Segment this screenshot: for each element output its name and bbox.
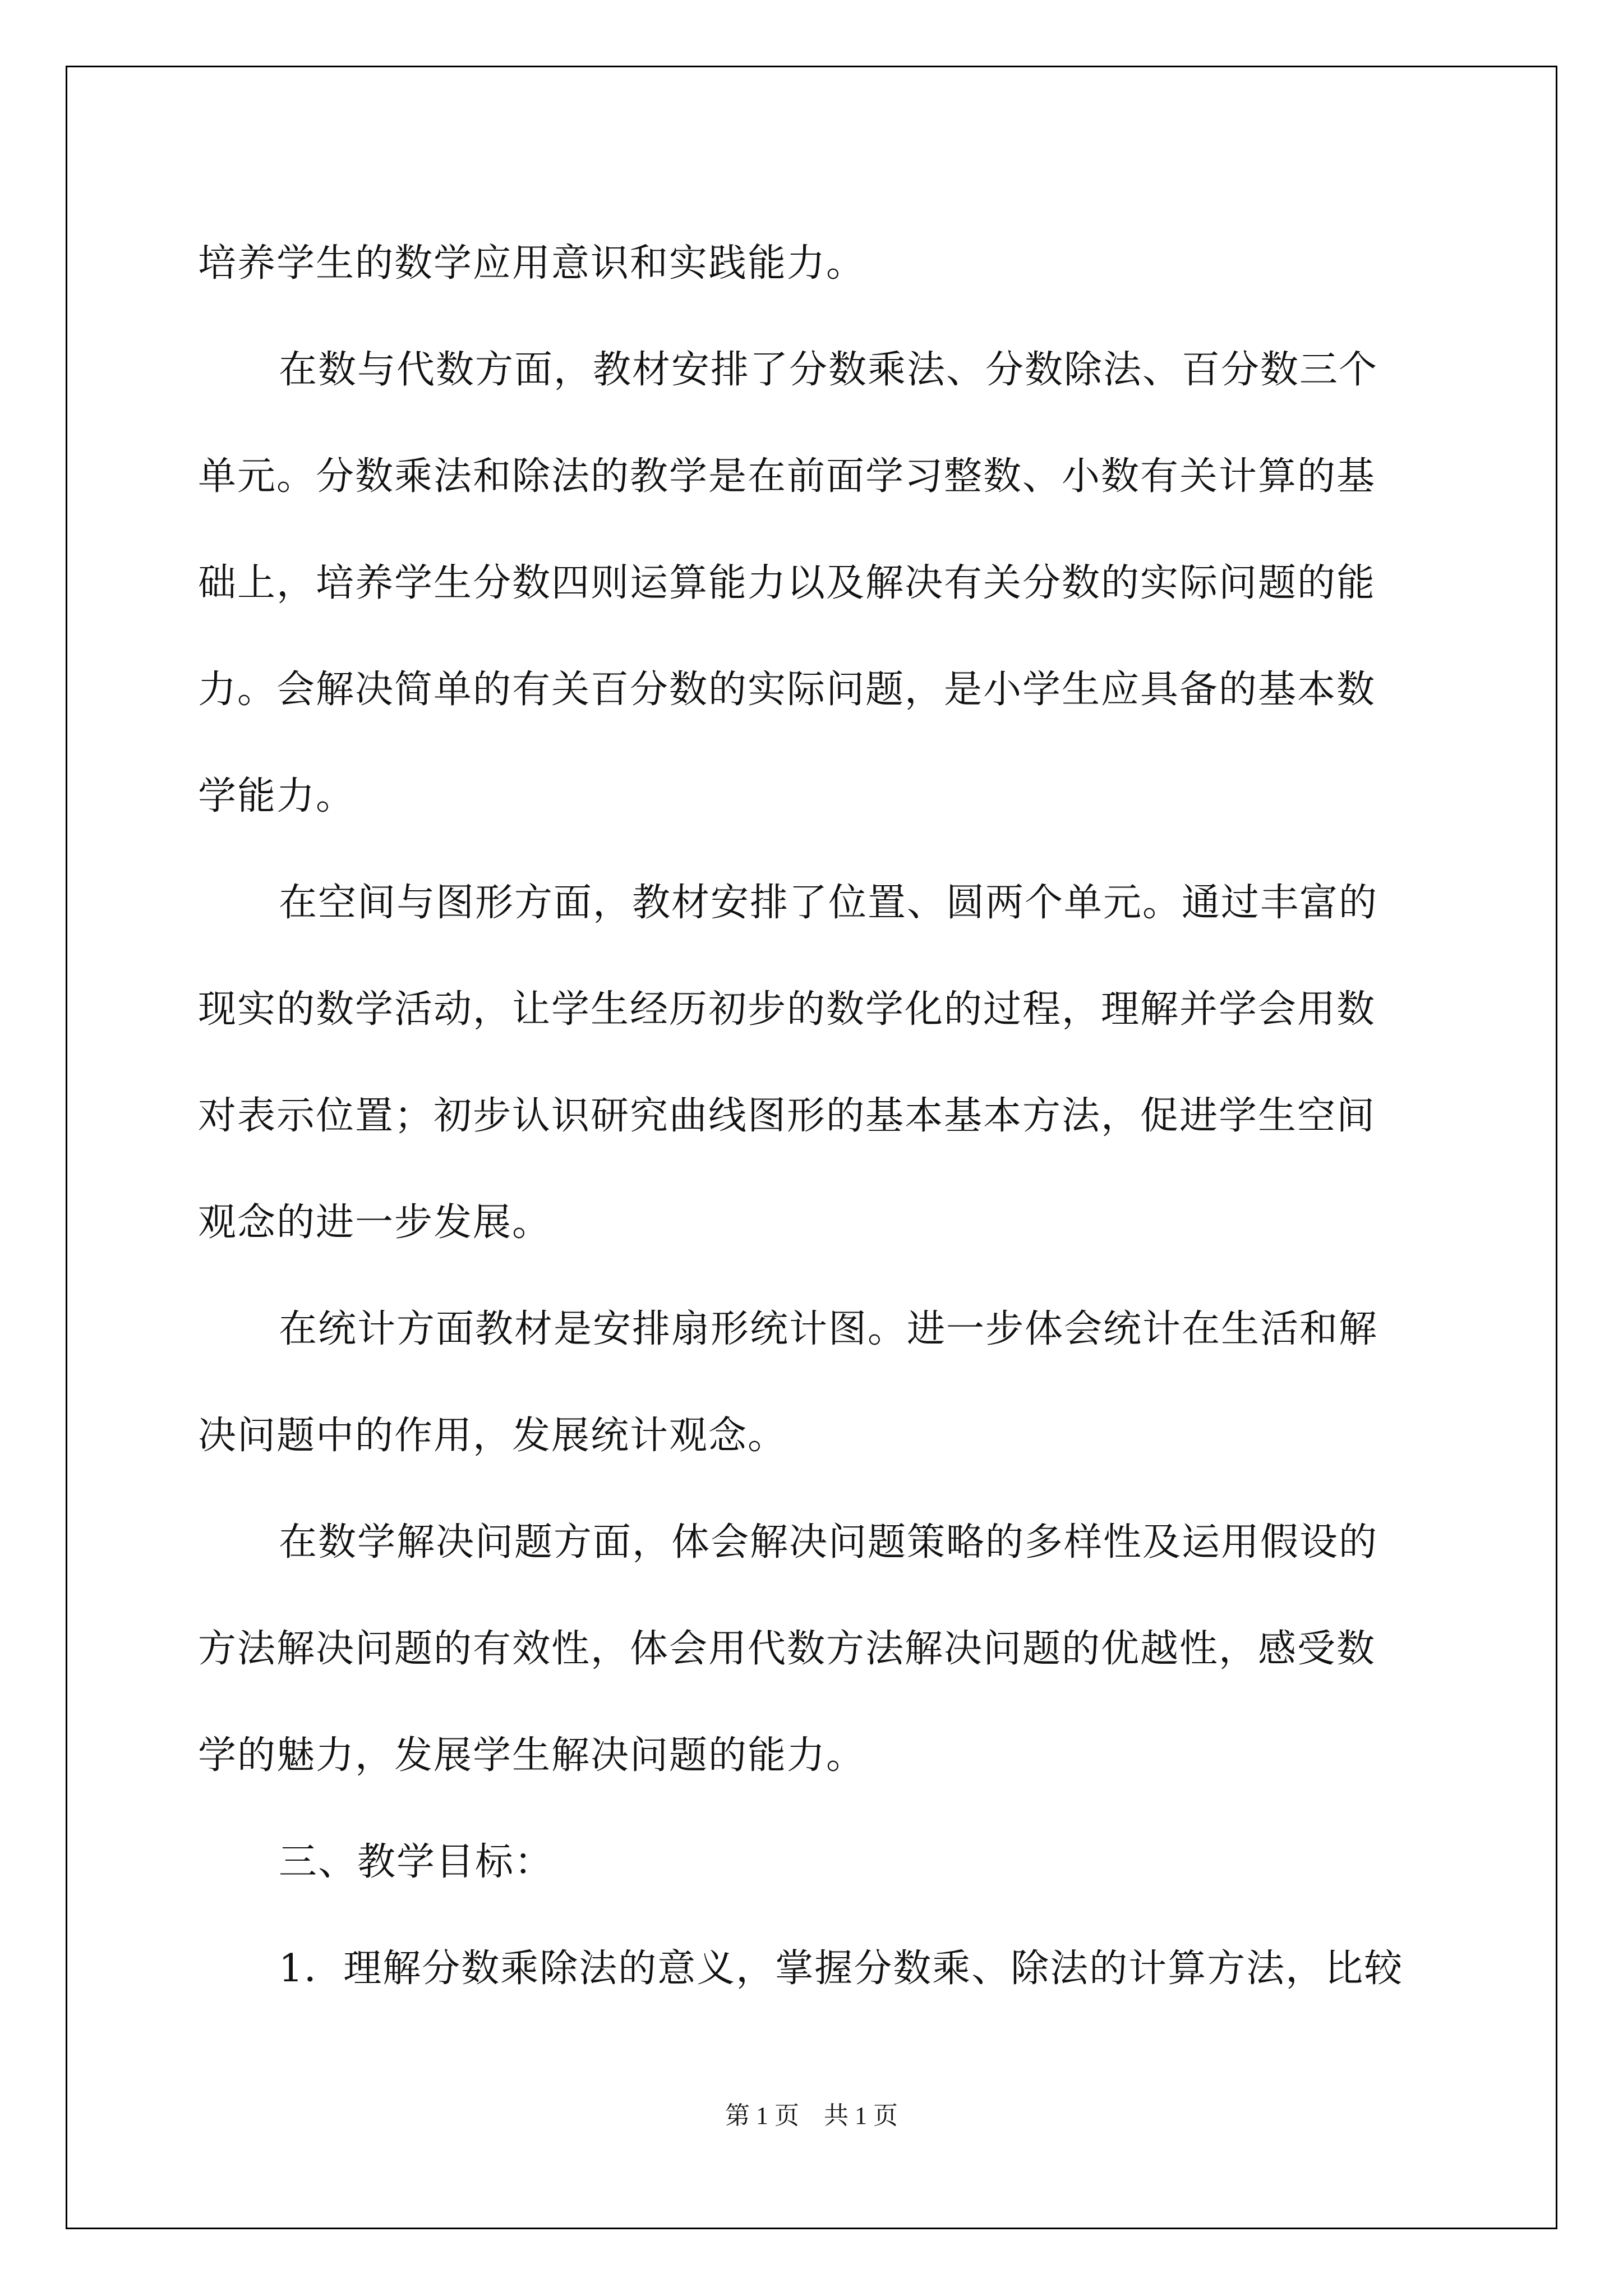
text-line: 观念的进一步发展。	[198, 1200, 552, 1245]
text-line: 方法解决问题的有效性，体会用代数方法解决问题的优越性，感受数	[198, 1627, 1376, 1671]
text-line: 对表示位置；初步认识研究曲线图形的基本基本方法，促进学生空间	[198, 1094, 1376, 1138]
text-line: 1．理解分数乘除法的意义，掌握分数乘、除法的计算方法，比较	[279, 1947, 1404, 1991]
text-line: 在数与代数方面，教材安排了分数乘法、分数除法、百分数三个	[279, 348, 1378, 392]
text-line: 三、教学目标：	[279, 1840, 554, 1884]
text-line: 在数学解决问题方面，体会解决问题策略的多样性及运用假设的	[279, 1520, 1378, 1565]
page-footer: 第 1 页 共 1 页	[725, 2102, 898, 2129]
text-line: 础上，培养学生分数四则运算能力以及解决有关分数的实际问题的能	[198, 561, 1376, 605]
text-line: 单元。分数乘法和除法的教学是在前面学习整数、小数有关计算的基	[198, 454, 1376, 499]
text-line: 学能力。	[198, 774, 356, 818]
text-line: 在空间与图形方面，教材安排了位置、圆两个单元。通过丰富的	[279, 881, 1378, 925]
text-line: 在统计方面教材是安排扇形统计图。进一步体会统计在生活和解	[279, 1307, 1378, 1351]
text-line: 力。会解决简单的有关百分数的实际问题，是小学生应具备的基本数	[198, 668, 1376, 712]
text-line: 现实的数学活动，让学生经历初步的数学化的过程，理解并学会用数	[198, 987, 1376, 1032]
document-body	[198, 210, 1432, 2022]
text-line: 决问题中的作用，发展统计观念。	[198, 1414, 787, 1458]
text-line: 学的魅力，发展学生解决问题的能力。	[198, 1733, 866, 1778]
text-line: 培养学生的数学应用意识和实践能力。	[198, 241, 866, 286]
